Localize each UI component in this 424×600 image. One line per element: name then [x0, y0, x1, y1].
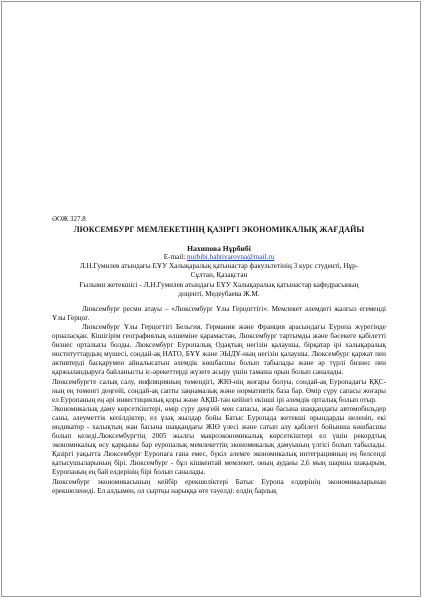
- author-affiliation-line-2: Сұлтан, Қазақстан: [190, 271, 248, 280]
- supervisor-line-1: Ғылыми жетекшісі - Л.Н.Гумилев атындағы ЕҰУ Халықаралық қатынастар кафедрасының: [79, 280, 359, 289]
- paragraph-4: Экономикалық даму көрсеткіштері, өмір сүру деңгейі мен сапасы, жан басына шаққандағы автомобильдер саны, әлеуметтік кепілдіктер, ел ұзақ жылдар бойы Батыс Еуропада жетекші орындарды иеленіп, екі индикатор - халықтың жан басына шаққандағы ЖІӨ үлесі және сатып алу қабілеті бойынша көшбасшы болып келеді.Люксембургтің 2005 жылғы макроэкономикалық көрсеткіштері ел үшін рекордтық экономикалық өсу қарқыны бар еуропалық мемлекеттің экономикалық дамуының үлгісі болып табылады. Қазіргі уақытта Люксембург Еуропаға ғана емес, бүкіл әлемге экономикалық интеграцияның ең белсенді қатысушыларының бірі. Люксембург - бұл кішкентай мемлекет, оның ауданы 2,6 мың шаршы шақырым, Еуропаның ең бай елдерінің бірі болып саналады.: [52, 404, 386, 477]
- paragraph-1: Люксембург ресми атауы – «Люксембург Ұлы Герцогтігі». Мемлекет әлемдегі жалғыз егемендi Ұлы Герцог.: [52, 304, 386, 322]
- author-email-link[interactable]: nurbibi.bahtiyarovna@mail.ru: [187, 253, 275, 262]
- author-name: Нахипова Нұрбибі: [187, 244, 251, 254]
- author-email-line: [52, 253, 386, 262]
- document-body: [52, 215, 386, 496]
- paragraph-3: Люксембургте салық салу, инфляцияның төмендігі, ЖІӨ-нің жоғары болуы, сондай-ақ Еуропадағы ҚҚС-ның ең төменгі деңгейі, сондай-ақ сапты заңнамалық және нормативтік база бар. Өмір сүру сапасы жоғары ел Еуропаның ең әрі инвестициялық қоры және АҚШ-тан кейінгі екінші ірі әлемдік орталық болып отыр.: [52, 377, 386, 404]
- email-label: E-mail:: [163, 253, 188, 262]
- author-affiliation-line-1: Л.Н.Гумилев атындағы ЕҰУ Халықаралық қатынастар факультетінің 3 курс студенті, Нұр-: [79, 262, 359, 271]
- udc-code: ӘОЖ 327.8: [52, 215, 86, 223]
- paragraph-2: Люксембург Ұлы Герцогтігі Бельгия, Германия және Франция арасындағы Еуропа жүрегінде орналасқан. Кішігірім географиялық өлшеміне қарамастан, Люксембург тартымды және бәсекеге қабілетті бизнес орталығы болды. Люксембург Еуропалық Одақтың негізін қалаушы, бірқатар ірі халықаралық институттардың мүшесі, сондай-ақ НАТО, БҰҰ және ЭЫДҰ-ның негізін қалаушы. Люксембург қаржат пен активтерді басқарумен айналысатын әлемдік көшбасшы болып табылады және әр түрлі бизнес пен қаржыландыруға байланысты іс-әрекеттерді жүзеге асыру үшін тамаша орын болып саналады.: [52, 322, 386, 377]
- article-title: ЛЮКСЕМБУРГ МЕМЛЕКЕТІНІҢ ҚАЗІРГІ ЭКОНОМИКАЛЫҚ ЖАҒДАЙЫ: [73, 225, 365, 235]
- paragraph-5: Люксембург экономикасының кейбір ерекшеліктері Батыс Еуропа елдерінің экономикаларынан ерекшеленеді. Ел алдымен, ол сыртқы нарыққа өте тәуелді: елдің барлық: [52, 477, 386, 495]
- supervisor-line-2: доценті, Медеубаева Ж.М.: [178, 289, 260, 298]
